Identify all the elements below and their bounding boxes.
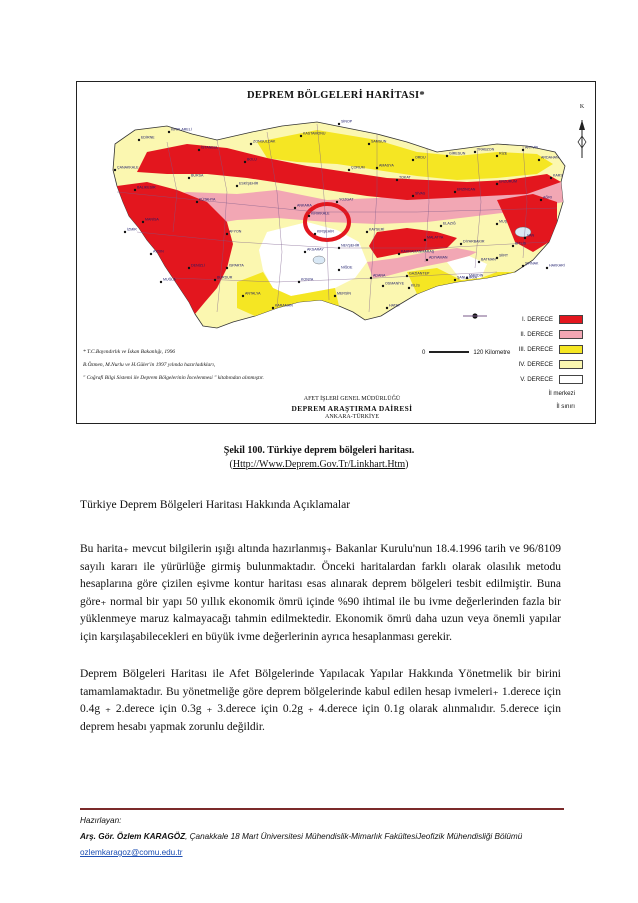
source-note: * T.C.Bayındırlık ve İskan Bakanlığı, 1996	[83, 349, 176, 355]
city-label: ANKARA	[297, 203, 312, 208]
city-marker	[496, 183, 498, 185]
city-marker	[524, 237, 526, 239]
city-label: ADANA	[373, 273, 386, 278]
city-label: HAKKARİ	[549, 263, 565, 268]
source-note: B.Özmen, M.Nurlu ve H.Güler'in 1997 yılında hazırladıkları,	[83, 362, 216, 368]
legend-row-zone-5	[463, 372, 583, 387]
city-marker	[294, 207, 296, 209]
city-marker	[454, 191, 456, 193]
north-letter: K	[579, 104, 585, 110]
map-source-notes	[83, 346, 264, 385]
city-label: KONYA	[301, 277, 314, 282]
legend-row-city-center	[463, 387, 583, 400]
city-marker	[460, 243, 462, 245]
city-label: SAMSUN	[371, 139, 387, 144]
figure-caption	[0, 444, 638, 472]
legend-label: II. DERECE	[520, 331, 553, 338]
city-marker	[370, 277, 372, 279]
city-label: RİZE	[499, 151, 508, 156]
city-label: İSTANBUL	[201, 145, 219, 150]
agency-department: DEPREM ARAŞTIRMA DAİRESİ	[291, 404, 413, 413]
city-marker	[308, 215, 310, 217]
city-label: İZMİR	[127, 227, 137, 232]
city-marker	[334, 295, 336, 297]
city-label: ŞIRNAK	[525, 261, 539, 266]
city-marker	[160, 281, 162, 283]
city-label: ELAZIĞ	[443, 221, 456, 226]
legend-row-province-border	[463, 400, 583, 413]
city-label: ORDU	[415, 155, 426, 160]
legend-swatch	[559, 345, 583, 354]
footer-divider	[80, 808, 564, 810]
city-marker	[226, 233, 228, 235]
city-marker	[408, 287, 410, 289]
city-label: NİĞDE	[341, 265, 353, 270]
source-link[interactable]: Http://Www.Deprem.Gov.Tr/Linkhart.Htm	[232, 459, 406, 470]
city-marker	[538, 159, 540, 161]
city-marker	[550, 177, 552, 179]
city-label: ARDAHAN	[541, 155, 559, 160]
legend-row-zone-3	[463, 342, 583, 357]
city-marker	[124, 231, 126, 233]
city-marker	[298, 281, 300, 283]
city-label: BOLU	[247, 157, 257, 162]
city-label: NEVŞEHİR	[341, 243, 360, 248]
city-marker	[474, 151, 476, 153]
city-label: AMASYA	[379, 163, 394, 168]
city-label: BURDUR	[217, 275, 233, 280]
author-affiliation: , Çanakkale 18 Mart Üniversitesi Mühendislik-Mimarlık FakültesiJeofizik Mühendisliği Bölümü	[185, 832, 523, 841]
city-label: BURSA	[191, 173, 204, 178]
prepared-by-label: Hazırlayan:	[80, 816, 122, 825]
city-marker	[134, 189, 136, 191]
city-label: AYDIN	[153, 249, 164, 254]
city-marker	[196, 201, 198, 203]
city-label: KARS	[553, 173, 563, 178]
city-label: MUĞLA	[163, 277, 176, 282]
city-label: SİVAS	[415, 191, 426, 196]
legend-swatch	[559, 315, 583, 324]
city-marker	[244, 161, 246, 163]
border-line-icon	[463, 312, 487, 320]
city-marker	[338, 123, 340, 125]
legend-label: İl merkezi	[548, 390, 575, 397]
scale-zero: 0	[422, 350, 426, 356]
city-label: YOZGAT	[339, 197, 354, 202]
legend-row-zone-4	[463, 357, 583, 372]
city-label: KAHRAMANMARAŞ	[401, 249, 435, 254]
city-marker	[398, 253, 400, 255]
city-label: AKSARAY	[307, 247, 324, 252]
city-marker	[300, 135, 302, 137]
city-label: ERZURUM	[499, 179, 517, 184]
city-marker	[386, 307, 388, 309]
city-marker	[188, 267, 190, 269]
city-label: TRABZON	[477, 147, 495, 152]
city-marker	[348, 169, 350, 171]
city-label: BATMAN	[481, 257, 496, 262]
city-label: SİİRT	[499, 253, 509, 258]
city-marker	[412, 195, 414, 197]
author-email-link[interactable]: ozlemkaragoz@comu.edu.tr	[80, 848, 183, 857]
scale-end: 120 Kilometre	[473, 350, 511, 356]
city-marker	[546, 267, 548, 269]
city-label: ŞANLIURFA	[457, 275, 477, 280]
city-label: GAZİANTEP	[409, 271, 430, 276]
city-marker	[366, 231, 368, 233]
agency-line: AFET İŞLERİ GENEL MÜDÜRLÜĞÜ	[303, 396, 401, 402]
city-marker	[338, 269, 340, 271]
city-marker	[454, 279, 456, 281]
city-marker	[540, 199, 542, 201]
legend-label: I. DERECE	[522, 316, 553, 323]
city-marker	[478, 261, 480, 263]
city-label: MUŞ	[499, 219, 507, 224]
city-marker	[522, 265, 524, 267]
paragraph: Deprem Bölgeleri Haritası ile Afet Bölgelerinde Yapılacak Yapılar Hakkında Yönetmelik bir birini tamamlamaktadır. Bu yönetmeliğe göre deprem bölgelerinde kabul edilen hesap ivmeleri₊ 1.derece için 0.4g ₊ 2.derece için 0.3g ₊ 3.derece için 0.2g ₊ 4.derece için 0.1g olarak alınmalıdır. 5.derece için deprem hesabı yapmak zorunlu değildir.	[80, 668, 561, 733]
city-label: MALATYA	[427, 235, 444, 240]
city-marker	[304, 251, 306, 253]
city-label: VAN	[527, 233, 535, 238]
legend-swatch	[559, 360, 583, 369]
city-marker	[440, 225, 442, 227]
city-label: EDİRNE	[141, 135, 155, 140]
caption-link-line	[0, 458, 638, 472]
source-note: " Coğrafi Bilgi Sistemi ile Deprem Bölgelerinin İncelenmesi " kitabından alınmıştır.	[83, 375, 264, 381]
city-marker	[142, 221, 144, 223]
city-label: DENİZLİ	[191, 263, 205, 268]
city-label: KIRIKKALE	[311, 211, 330, 216]
city-label: ZONGULDAK	[253, 139, 276, 144]
author-name: Arş. Gör. Özlem KARAGÖZ	[80, 832, 186, 841]
legend-label: V. DERECE	[520, 376, 553, 383]
city-label: AĞRI	[543, 195, 552, 200]
city-label: ÇORUM	[351, 165, 365, 170]
city-label: ARTVİN	[525, 145, 539, 150]
city-label: ADIYAMAN	[429, 255, 448, 260]
city-marker	[406, 275, 408, 277]
city-marker	[150, 253, 152, 255]
city-label: KAYSERİ	[369, 227, 385, 232]
city-marker	[168, 131, 170, 133]
city-marker	[214, 279, 216, 281]
legend-label: III. DERECE	[518, 346, 553, 353]
city-marker	[496, 223, 498, 225]
city-marker	[522, 149, 524, 151]
city-marker	[242, 295, 244, 297]
link-close: )	[405, 459, 409, 470]
city-label: ANTALYA	[245, 291, 261, 296]
legend-label: İl sınırı	[556, 403, 575, 410]
earthquake-zone-map	[76, 81, 596, 424]
city-label: MANİSA	[145, 217, 159, 222]
city-label: TOKAT	[399, 175, 411, 180]
section-heading: Türkiye Deprem Bölgeleri Haritası Hakkında Açıklamalar	[80, 498, 351, 511]
map-title: DEPREM BÖLGELERİ HARİTASI*	[247, 90, 425, 101]
city-label: MERSİN	[337, 291, 351, 296]
city-marker	[314, 233, 316, 235]
city-label: ERZİNCAN	[457, 187, 476, 192]
tuz-lake	[313, 256, 325, 264]
city-marker	[236, 185, 238, 187]
city-label: OSMANİYE	[385, 281, 404, 286]
city-marker	[496, 155, 498, 157]
map-agency-block	[267, 395, 437, 422]
legend-swatch	[559, 330, 583, 339]
north-arrow	[578, 120, 586, 158]
city-marker	[336, 201, 338, 203]
city-label: ÇANAKKALE	[117, 165, 139, 170]
city-marker	[272, 307, 274, 309]
legend-label: IV. DERECE	[518, 361, 553, 368]
city-label: ESKİŞEHİR	[239, 181, 259, 186]
agency-location: ANKARA-TÜRKİYE	[325, 414, 379, 420]
city-marker	[426, 259, 428, 261]
city-label: KIRKLARELİ	[171, 127, 192, 132]
author-line	[80, 829, 522, 845]
city-marker	[382, 285, 384, 287]
page-footer	[80, 813, 522, 861]
city-marker	[396, 179, 398, 181]
city-marker	[412, 159, 414, 161]
paragraph: Bu harita₊ mevcut bilgilerin ışığı altında hazırlanmış₊ Bakanlar Kurulu'nun 18.4.1996 tarih ve 96/8109 sayılı kararı ile yürürlüğe girmiş bulunmaktadır. Önceki haritalardan farklı olarak olasılık metodu hesaplarına göre çizilen eşivme kontur haritası esas alınarak deprem bölgeleri tesbit edilmiştir. Buna göre₊ normal bir yapı 50 yıllık ekonomik ömrü içinde %90 ihtimal ile bu ivme değerlerinden fazla bir yüklenmeye maruz kalmayacağı tahmin edilmektedir. Ekonomik ömrü daha uzun veya önemli yapılar için karşılaşabilecekleri en büyük ivme değerlerinin ayrıca hesaplanması gerekir.	[80, 543, 561, 643]
city-label: KARAMAN	[275, 303, 293, 308]
city-marker	[226, 267, 228, 269]
city-marker	[198, 149, 200, 151]
city-label: KIRŞEHİR	[317, 229, 334, 234]
link-open: (	[229, 459, 233, 470]
city-marker	[496, 257, 498, 259]
city-marker	[250, 143, 252, 145]
city-marker	[446, 155, 448, 157]
city-marker	[138, 139, 140, 141]
city-label: ISPARTA	[229, 263, 244, 268]
legend-swatch	[559, 375, 583, 384]
city-marker	[424, 239, 426, 241]
city-marker	[512, 245, 514, 247]
caption-title: Şekil 100. Türkiye deprem bölgeleri haritası.	[223, 445, 415, 456]
city-marker	[114, 169, 116, 171]
city-marker	[338, 247, 340, 249]
city-label: AFYON	[229, 229, 242, 234]
legend-row-zone-2	[463, 327, 583, 342]
city-label: HATAY	[389, 303, 401, 308]
city-label: DİYARBAKIR	[463, 239, 485, 244]
city-label: GİRESUN	[449, 151, 466, 156]
city-label: KİLİS	[411, 283, 420, 288]
city-label: BİTLİS	[515, 241, 526, 246]
city-marker	[368, 143, 370, 145]
city-label: SİNOP	[341, 119, 353, 124]
city-label: KÜTAHYA	[199, 197, 216, 202]
city-marker	[376, 167, 378, 169]
city-marker	[188, 177, 190, 179]
city-label: MARDİN	[469, 273, 484, 278]
map-legend	[463, 312, 583, 413]
city-label: BALIKESİR	[137, 185, 156, 190]
city-label: KASTAMONU	[303, 131, 326, 136]
